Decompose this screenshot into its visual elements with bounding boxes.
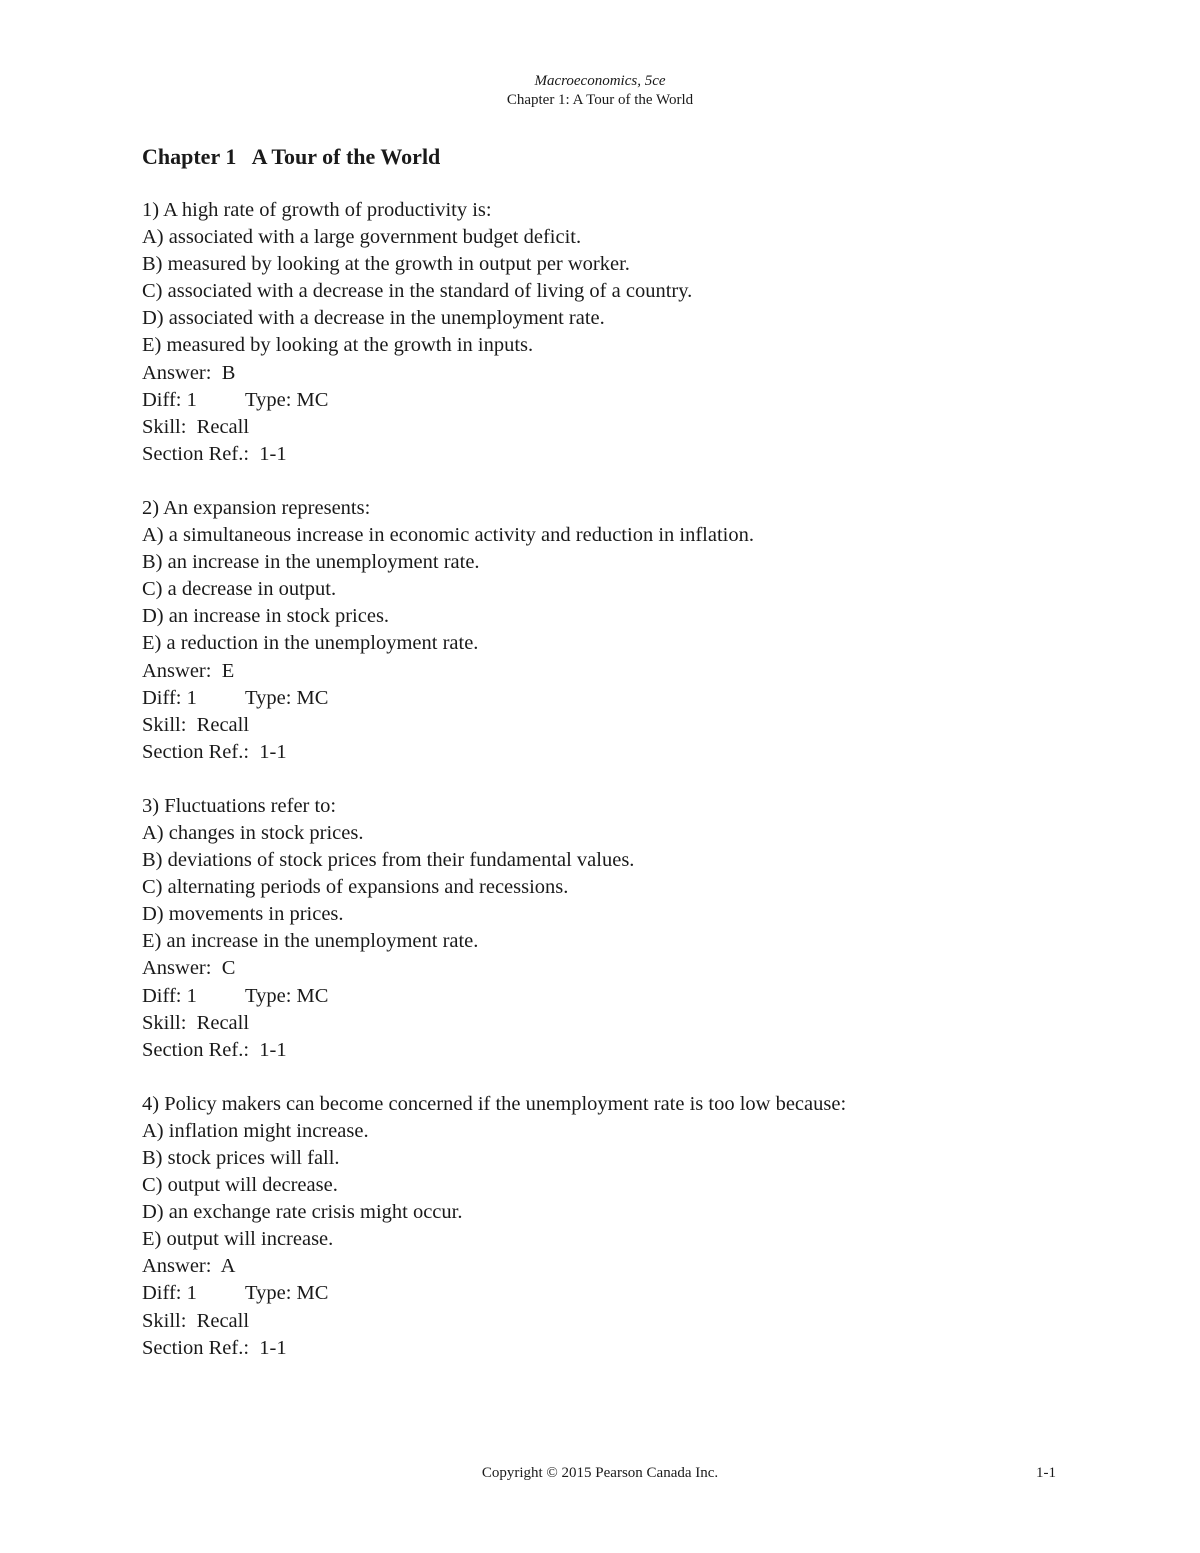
skill: Skill: Recall (142, 713, 250, 736)
answer-option-c: C) a decrease in output. (142, 578, 337, 601)
question-1 (142, 197, 1042, 468)
difficulty: Diff: 1 (142, 686, 197, 709)
answer-option-b: B) stock prices will fall. (142, 1147, 340, 1169)
book-title: Macroeconomics, 5ce (534, 73, 666, 89)
question-type: Type: MC (245, 984, 329, 1007)
difficulty-type-row (142, 685, 1042, 712)
answer-option-e: E) measured by looking at the growth in inputs. (142, 334, 534, 357)
section-ref: Section Ref.: 1-1 (142, 1038, 287, 1061)
answer-key: Answer: A (142, 1255, 236, 1278)
difficulty: Diff: 1 (142, 388, 197, 411)
difficulty-type-row (142, 983, 1042, 1010)
question-4 (142, 1091, 1042, 1362)
difficulty: Diff: 1 (142, 1282, 197, 1305)
question-type: Type: MC (245, 1282, 329, 1305)
answer-option-e: E) a reduction in the unemployment rate. (142, 632, 479, 655)
question-type: Type: MC (245, 388, 329, 411)
answer-option-c: C) alternating periods of expansions and recessions. (142, 876, 569, 899)
question-stem: 1) A high rate of growth of productivity is: (142, 199, 492, 221)
chapter-subtitle: Chapter 1: A Tour of the World (506, 92, 694, 108)
skill: Skill: Recall (142, 415, 250, 438)
answer-key: Answer: E (142, 659, 235, 682)
difficulty: Diff: 1 (142, 984, 197, 1007)
answer-option-b: B) measured by looking at the growth in output per worker. (142, 253, 630, 276)
answer-key: Answer: C (142, 957, 236, 980)
answer-option-a: A) a simultaneous increase in economic activity and reduction in inflation. (142, 524, 754, 547)
answer-key: Answer: B (142, 361, 236, 384)
section-ref: Section Ref.: 1-1 (142, 740, 287, 763)
answer-option-b: B) deviations of stock prices from their fundamental values. (142, 849, 635, 872)
difficulty-type-row (142, 387, 1042, 414)
answer-option-d: D) associated with a decrease in the unemployment rate. (142, 307, 605, 330)
question-2 (142, 495, 1042, 766)
question-stem: 2) An expansion represents: (142, 496, 371, 519)
question-3 (142, 793, 1042, 1064)
question-list (142, 197, 1042, 1389)
answer-option-d: D) an exchange rate crisis might occur. (142, 1201, 463, 1224)
section-ref: Section Ref.: 1-1 (142, 1336, 287, 1359)
copyright-notice: Copyright © 2015 Pearson Canada Inc. (481, 1465, 719, 1481)
answer-option-d: D) an increase in stock prices. (142, 605, 390, 628)
question-stem: 4) Policy makers can become concerned if the unemployment rate is too low because: (142, 1092, 847, 1115)
difficulty-type-row (142, 1280, 1042, 1307)
running-header (0, 72, 1200, 110)
answer-option-b: B) an increase in the unemployment rate. (142, 551, 480, 574)
page-number: 1-1 (1036, 1465, 1056, 1481)
answer-option-d: D) movements in prices. (142, 903, 344, 926)
answer-option-c: C) output will decrease. (142, 1174, 338, 1197)
answer-option-e: E) an increase in the unemployment rate. (142, 930, 479, 953)
question-type: Type: MC (245, 686, 329, 709)
section-ref: Section Ref.: 1-1 (142, 442, 287, 465)
chapter-title: Chapter 1 A Tour of the World (142, 144, 441, 169)
answer-option-e: E) output will increase. (142, 1228, 334, 1251)
question-stem: 3) Fluctuations refer to: (142, 794, 337, 817)
answer-option-a: A) changes in stock prices. (142, 821, 364, 844)
skill: Skill: Recall (142, 1011, 250, 1034)
answer-option-c: C) associated with a decrease in the standard of living of a country. (142, 280, 693, 303)
answer-option-a: A) inflation might increase. (142, 1119, 369, 1142)
skill: Skill: Recall (142, 1309, 250, 1332)
answer-option-a: A) associated with a large government budget deficit. (142, 226, 582, 249)
